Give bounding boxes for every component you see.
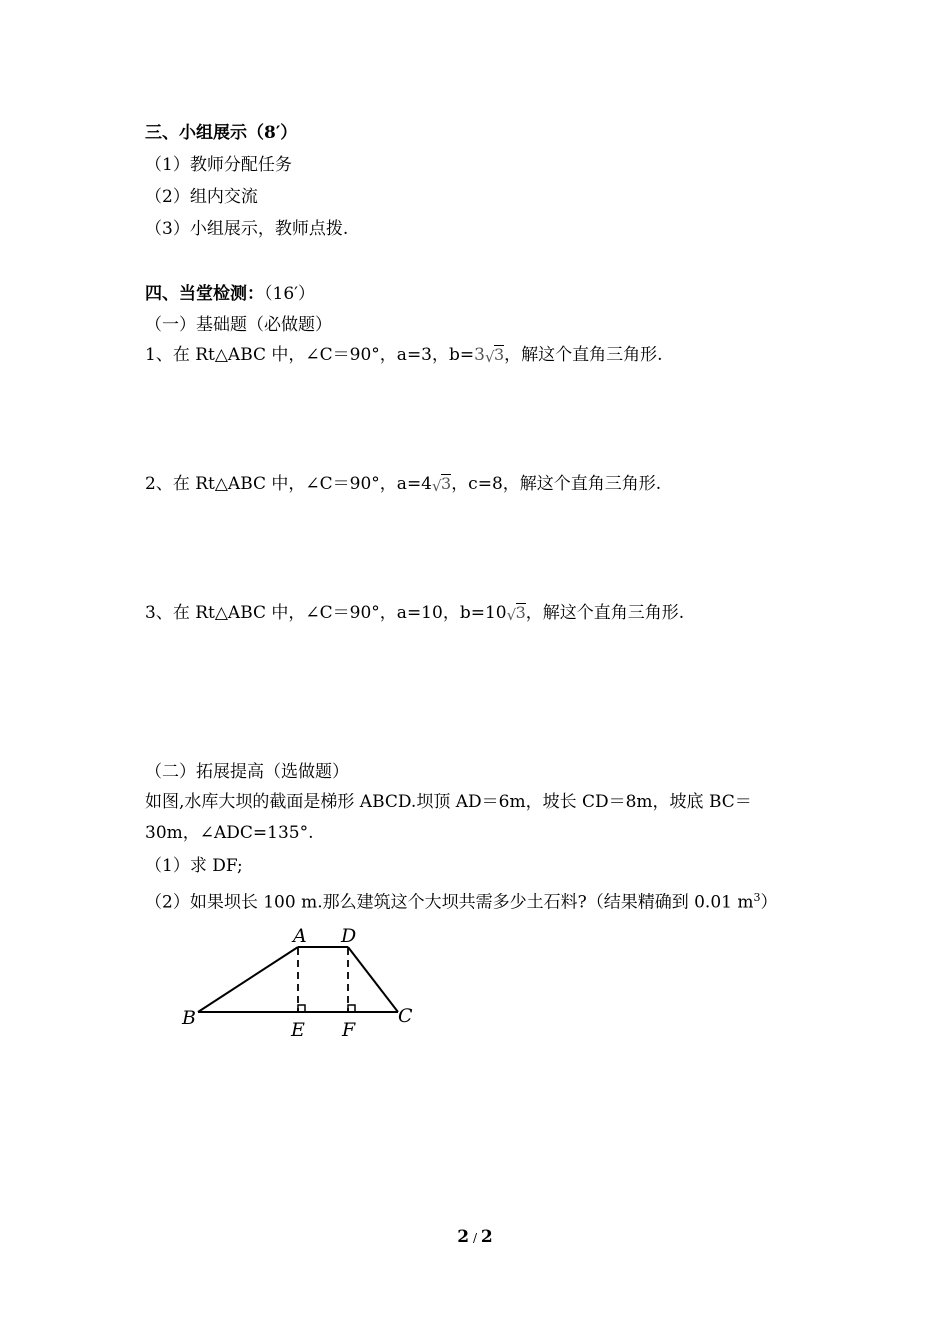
right-angle-e-icon (298, 1005, 305, 1012)
q1-coef: 3 (474, 345, 485, 365)
extension-line-2: 30m，∠ADC=135°. (145, 823, 314, 843)
label-d: D (341, 925, 357, 947)
q1-text: 1、在 Rt△ABC 中，∠C＝90°，a=3，b= (145, 345, 475, 365)
section4-heading (145, 283, 315, 305)
question-3 (145, 602, 684, 624)
basic-title: （一）基础题（必做题） (145, 315, 332, 335)
section3-item-3: （3）小组展示，教师点拨. (145, 219, 349, 239)
extension-question-2: （2）如果坝长 100 m.那么建筑这个大坝共需多少土石料?（结果精确到 0.01 $m^3$） (145, 891, 778, 913)
page-separator: / (472, 1231, 478, 1245)
page-current: 2 (457, 1227, 470, 1247)
extension-line-1: 如图,水库大坝的截面是梯形 ABCD.坝顶 AD＝6m，坡长 CD＝8m，坡底 BC＝ (145, 792, 752, 812)
dam-trapezoid-figure (176, 920, 426, 1045)
sqrt-icon: √ 3 (506, 603, 526, 624)
label-a: A (293, 925, 307, 947)
extension-question-1: （1）求 DF; (145, 856, 243, 876)
label-f: F (342, 1019, 356, 1041)
q2-tail: ，c=8，解这个直角三角形. (451, 474, 662, 494)
label-b: B (182, 1007, 196, 1029)
question-1 (145, 344, 663, 366)
section3-heading: 三、小组展示（8′） (145, 123, 298, 143)
q1-tail: ，解这个直角三角形. (504, 345, 663, 365)
section4-heading-time: （16′） (264, 284, 315, 304)
right-angle-f-icon (348, 1005, 355, 1012)
side-ab (198, 947, 298, 1012)
sqrt-icon: √ 3 (484, 345, 505, 366)
label-e: E (291, 1019, 305, 1041)
question-2 (145, 473, 661, 495)
q3-text: 3、在 Rt△ABC 中，∠C＝90°，a=10，b=10 (145, 603, 507, 623)
section3-item-2: （2）组内交流 (145, 187, 258, 207)
q2-text: 2、在 Rt△ABC 中，∠C＝90°，a=4 (145, 474, 432, 494)
section3-item-1: （1）教师分配任务 (145, 155, 292, 175)
cubic-superscript: 3 (753, 891, 761, 904)
side-dc (348, 947, 398, 1012)
label-c: C (398, 1005, 413, 1027)
q3-tail: ，解这个直角三角形. (525, 603, 685, 623)
sqrt-icon: √ 3 (432, 474, 452, 495)
page-total: 2 (480, 1227, 493, 1247)
extension-title: （二）拓展提高（选做题） (145, 762, 349, 782)
section4-heading-bold: 四、当堂检测： (145, 284, 264, 304)
page-number (0, 1227, 950, 1247)
